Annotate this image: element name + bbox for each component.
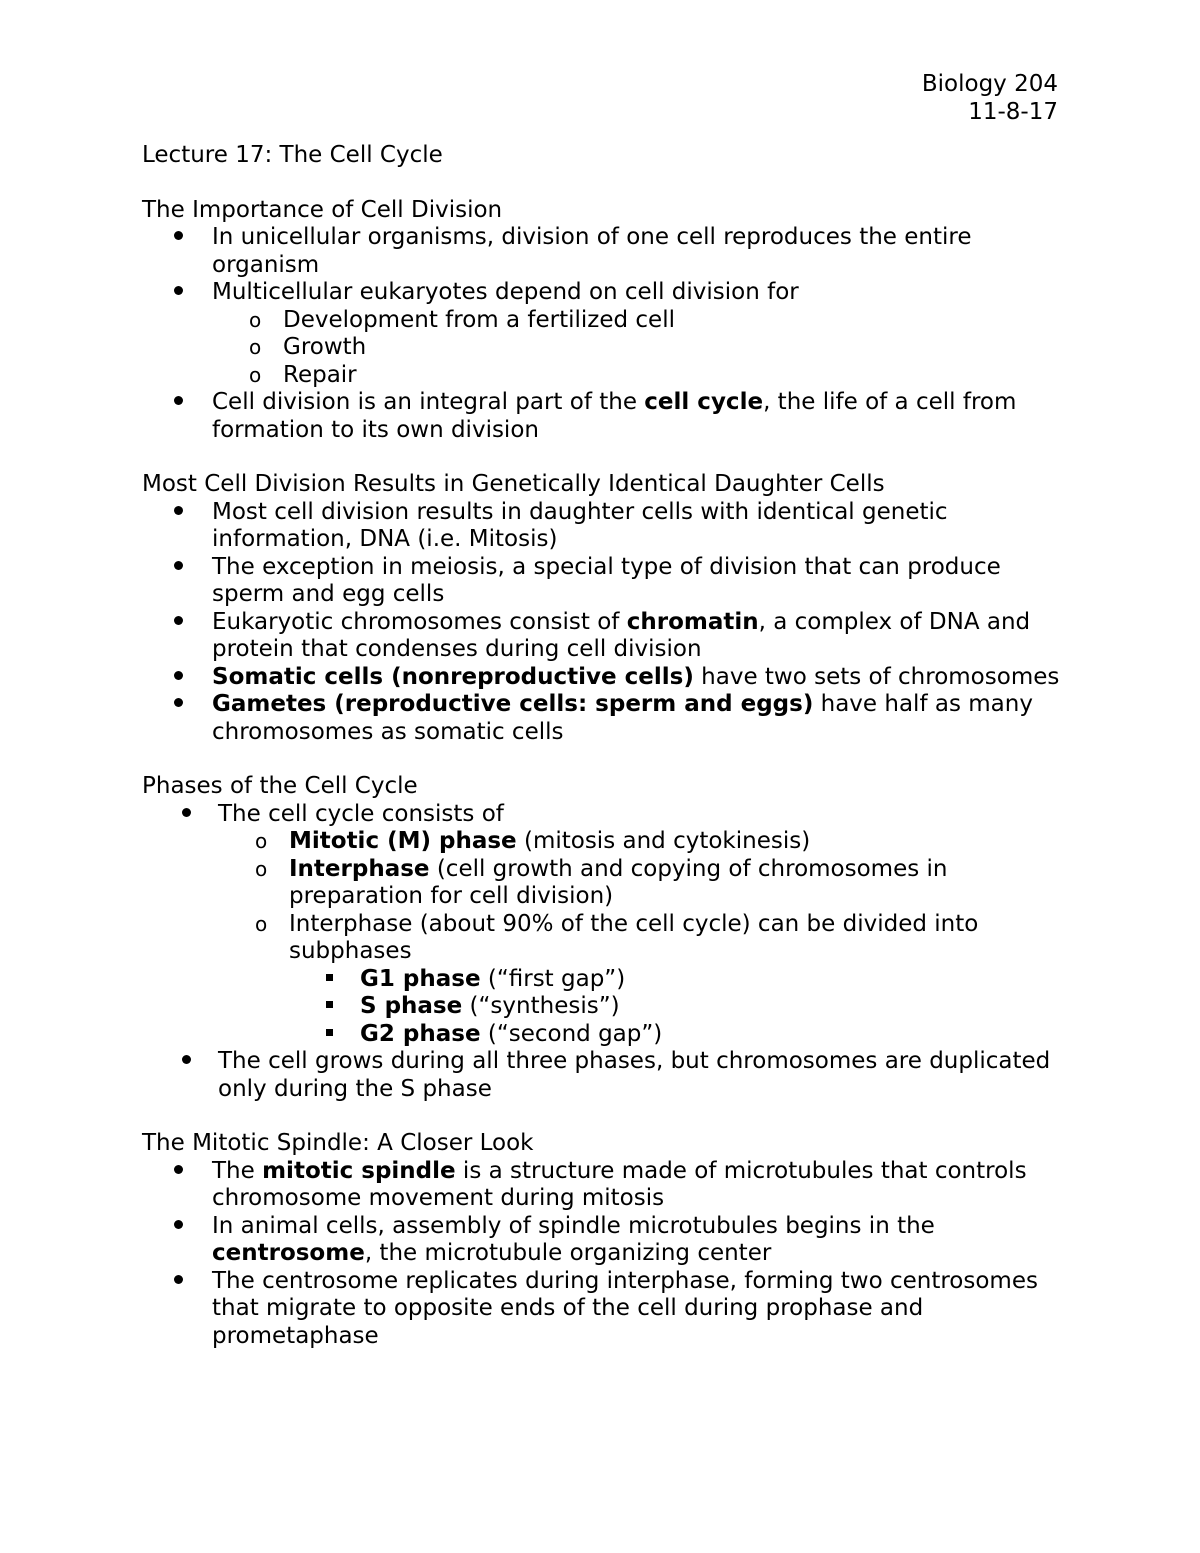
item-text: The centrosome replicates during interphase, forming two centrosomes that migrate to opposite ends of the cell during prophase and prometaphase bbox=[212, 1267, 1038, 1349]
item-text: (“synthesis”) bbox=[462, 993, 620, 1019]
square-bullet-icon bbox=[326, 966, 333, 994]
section-mitotic-spindle bbox=[142, 1130, 1062, 1350]
item-text: In unicellular organisms, division of one cell reproduces the entire organism bbox=[212, 224, 972, 278]
section-heading: Phases of the Cell Cycle bbox=[142, 773, 418, 799]
item-text: , the microtubule organizing center bbox=[364, 1240, 772, 1266]
item-text: The exception in meiosis, a special type of division that can produce sperm and egg cells bbox=[212, 553, 1001, 607]
term-bold: G2 phase bbox=[360, 1020, 481, 1047]
term-bold: centrosome bbox=[212, 1240, 365, 1266]
sub-list bbox=[142, 307, 1062, 390]
sub-item bbox=[212, 334, 1062, 362]
lecture-title: Lecture 17: The Cell Cycle bbox=[142, 142, 443, 168]
bullet-icon bbox=[174, 609, 183, 637]
bullet-icon bbox=[174, 691, 183, 719]
term-bold: S phase bbox=[360, 993, 463, 1019]
item-text: Most cell division results in daughter cells with identical genetic information, DNA (i.e. Mitosis) bbox=[212, 498, 948, 552]
bullet-icon bbox=[174, 1268, 183, 1296]
section-phases bbox=[142, 773, 1062, 1103]
item-text: (mitosis and cytokinesis) bbox=[516, 828, 811, 854]
sub-item bbox=[212, 307, 1062, 335]
term-bold: Mitotic (M) phase bbox=[289, 828, 517, 854]
list-item bbox=[142, 389, 1062, 444]
item-text: The bbox=[212, 1157, 263, 1184]
list-item bbox=[142, 1213, 1062, 1268]
sub-item bbox=[218, 911, 1062, 1049]
list-item bbox=[142, 801, 1062, 1049]
circle-bullet-icon: o bbox=[255, 829, 268, 853]
bullet-list bbox=[142, 801, 1062, 1104]
term-bold: Somatic cells (nonreproductive cells) bbox=[212, 663, 694, 690]
sub-sub-item bbox=[289, 966, 1062, 994]
course-label: Biology 204 bbox=[921, 71, 1058, 97]
sub-item bbox=[212, 362, 1062, 390]
section-genetically-identical bbox=[142, 471, 1062, 746]
square-bullet-icon bbox=[326, 993, 333, 1021]
list-item bbox=[142, 609, 1062, 664]
sub-item bbox=[218, 856, 1062, 911]
item-text: Multicellular eukaryotes depend on cell division for bbox=[212, 279, 799, 305]
list-item bbox=[142, 691, 1062, 746]
sub-sub-item bbox=[289, 1021, 1062, 1049]
list-item bbox=[142, 1048, 1062, 1103]
term-bold: Interphase bbox=[289, 855, 430, 882]
bullet-icon bbox=[174, 389, 183, 417]
item-text: have half as many chromosomes as somatic cells bbox=[212, 691, 1033, 745]
term-bold: G1 phase bbox=[360, 965, 481, 992]
item-text: (cell growth and copying of chromosomes in preparation for cell division) bbox=[289, 855, 948, 909]
circle-bullet-icon: o bbox=[249, 307, 262, 332]
bullet-list bbox=[142, 499, 1062, 747]
item-text: Cell division is an integral part of the bbox=[212, 389, 645, 415]
bullet-icon bbox=[174, 1213, 183, 1241]
section-heading: Most Cell Division Results in Genetically Identical Daughter Cells bbox=[142, 471, 885, 497]
section-importance bbox=[142, 197, 1062, 445]
bullet-icon bbox=[174, 664, 183, 692]
bullet-icon bbox=[182, 1048, 191, 1076]
bullet-list bbox=[142, 1158, 1062, 1351]
document-body bbox=[142, 142, 1062, 1377]
bullet-icon bbox=[174, 499, 183, 527]
item-text: (“first gap”) bbox=[480, 965, 626, 992]
bullet-list bbox=[142, 224, 1062, 444]
item-text: Growth bbox=[283, 334, 367, 360]
item-text: Eukaryotic chromosomes consist of bbox=[212, 608, 627, 635]
list-item bbox=[142, 1268, 1062, 1351]
item-text: Development from a fertilized cell bbox=[283, 306, 675, 333]
item-text: , a complex of DNA and protein that condenses during cell division bbox=[212, 608, 1031, 662]
circle-bullet-icon: o bbox=[255, 911, 268, 936]
section-heading: The Mitotic Spindle: A Closer Look bbox=[142, 1130, 534, 1156]
sub-sub-list bbox=[289, 966, 1062, 1049]
square-bullet-icon bbox=[326, 1021, 333, 1049]
list-item bbox=[142, 1158, 1062, 1213]
item-text: is a structure made of microtubules that controls chromosome movement during mitosis bbox=[212, 1157, 1027, 1211]
item-text: The cell grows during all three phases, but chromosomes are duplicated only during the S phase bbox=[218, 1048, 1051, 1102]
circle-bullet-icon: o bbox=[255, 856, 268, 881]
list-item bbox=[142, 279, 1062, 389]
list-item bbox=[142, 664, 1062, 692]
list-item bbox=[142, 499, 1062, 554]
item-text: In animal cells, assembly of spindle microtubules begins in the bbox=[212, 1212, 935, 1239]
document-header bbox=[922, 71, 1058, 126]
item-text: The cell cycle consists of bbox=[218, 800, 504, 827]
date-label: 11-8-17 bbox=[968, 98, 1058, 125]
term-bold: mitotic spindle bbox=[262, 1157, 456, 1184]
list-item bbox=[142, 224, 1062, 279]
bullet-icon bbox=[174, 554, 183, 582]
term-bold: cell cycle bbox=[644, 389, 764, 415]
section-heading: The Importance of Cell Division bbox=[142, 196, 503, 223]
item-text: Interphase (about 90% of the cell cycle) can be divided into subphases bbox=[289, 910, 979, 964]
sub-sub-item bbox=[289, 993, 1062, 1021]
term-bold: Gametes (reproductive cells: sperm and eggs) bbox=[212, 691, 814, 717]
bullet-icon bbox=[174, 224, 183, 252]
bullet-icon bbox=[174, 279, 183, 307]
sub-item bbox=[218, 828, 1062, 856]
bullet-icon bbox=[174, 1158, 183, 1186]
item-text: have two sets of chromosomes bbox=[693, 663, 1060, 690]
list-item bbox=[142, 554, 1062, 609]
circle-bullet-icon: o bbox=[249, 335, 262, 359]
sub-list bbox=[148, 828, 1062, 1048]
term-bold: chromatin bbox=[626, 608, 759, 635]
bullet-icon bbox=[182, 801, 191, 829]
item-text: Repair bbox=[283, 361, 357, 388]
circle-bullet-icon: o bbox=[249, 362, 262, 387]
item-text: , the life of a cell from formation to its own division bbox=[212, 389, 1017, 443]
item-text: (“second gap”) bbox=[480, 1020, 663, 1047]
